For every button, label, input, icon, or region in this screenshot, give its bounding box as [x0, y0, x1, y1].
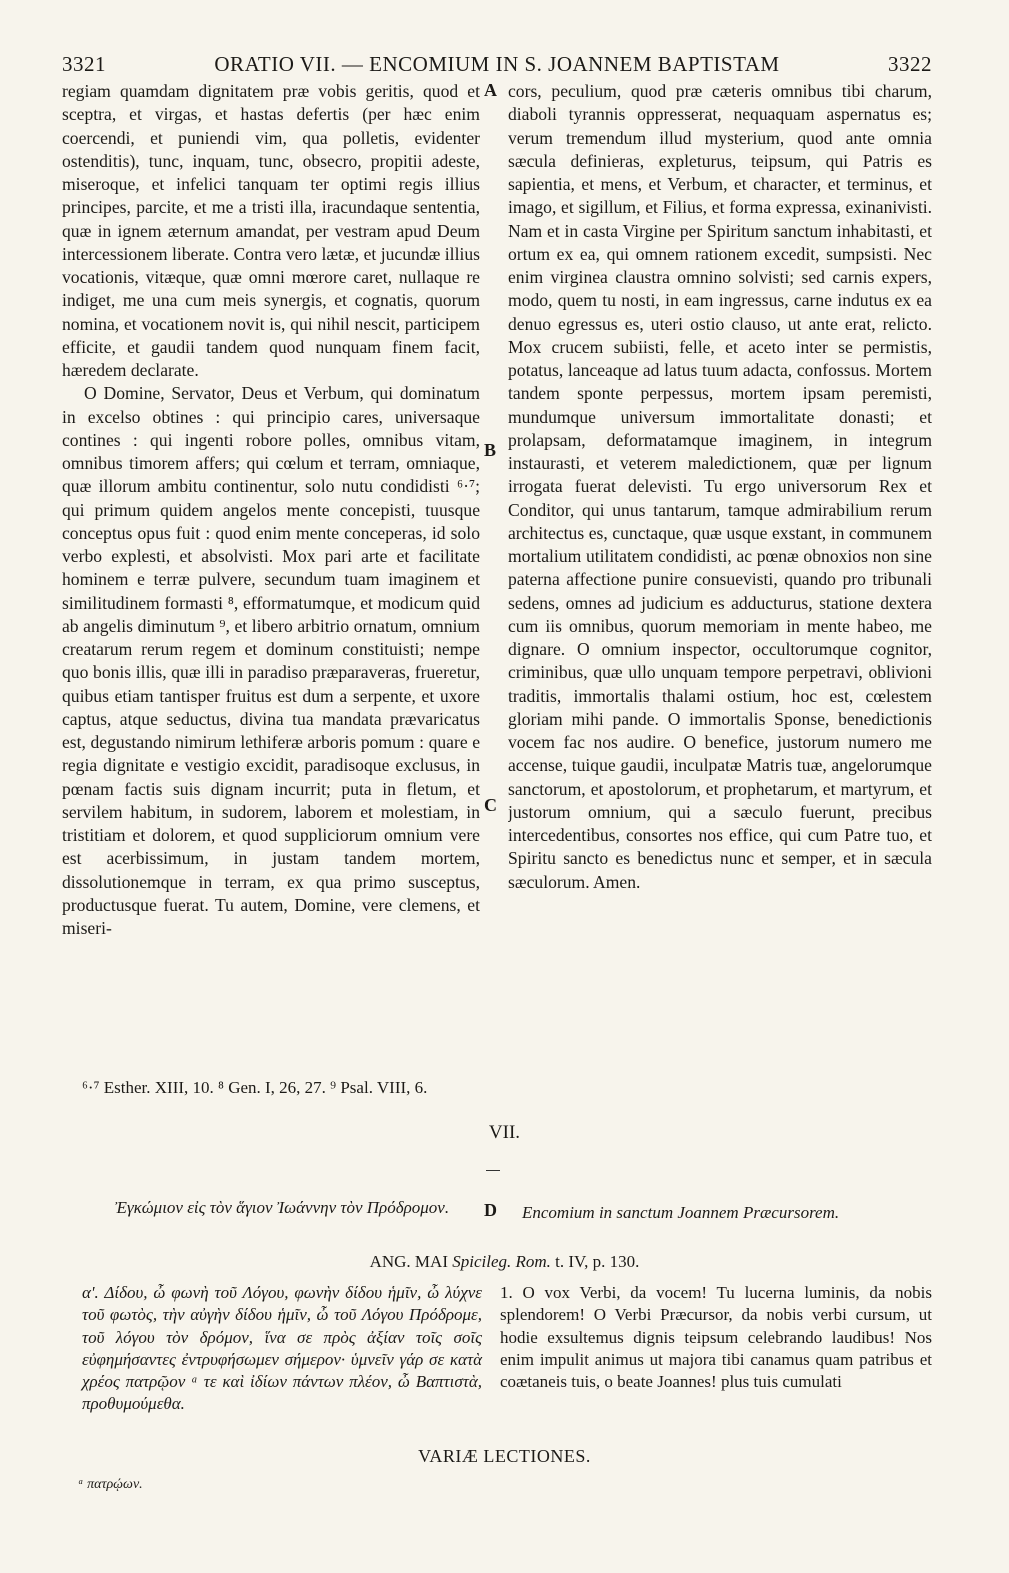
- variant-note: ᵃ πατρῴων.: [78, 1477, 143, 1492]
- page-number-left: 3321: [62, 52, 106, 76]
- variae-heading: VARIÆ LECTIONES.: [418, 1446, 591, 1466]
- running-header: [62, 52, 932, 80]
- footnotes: ⁶·⁷ Esther. XIII, 10. ⁸ Gen. I, 26, 27. ⁹ Psal. VIII, 6.: [82, 1078, 428, 1097]
- greek-title: Ἐγκώμιον εἰς τὸν ἅγιον Ἰωάννην τὸν Πρόδρομον.: [114, 1198, 450, 1217]
- margin-marker-a: A: [484, 80, 497, 100]
- latin-paragraph: 1. O vox Verbi, da vocem! Tu lucerna luminis, da nobis splendorem! O Verbi Præcursor, da nobis verbi cursum, ut hodie exsultemus dignis teipsum celebrando laudibus! Nos enim impulit animus ut majora tibi canamus quam patribus et coætaneis tuis, o beate Joannes! plus tuis cumulati: [500, 1283, 932, 1392]
- source-author: ANG. MAI: [369, 1252, 448, 1271]
- margin-marker-c: C: [484, 795, 497, 815]
- right-paragraph-1: cors, peculium, quod præ cæteris omnibus tibi charum, diaboli tyrannis oppresserat, nequaquam aspernatus es; verum tremendum illud mysterium, quod ante omnia sæcula definieras, expleturus, teipsum, qui Patris es sapientia, et mens, et Verbum, et character, et terminus, et imago, et sigillum, et Filius, et forma expressa, exinanivisti. Nam et in casta Virgine per Spiritum sanctum inhabitasti, et ortum ex ea, qui omnem rationem excedit, sumpsisti. Nec enim virginea claustra omnino solvisti; sed carnis expers, modo, quem tu nosti, in eam ingressus, carne indutus ex ea denuo egressus es, uteri ostio clauso, ut ante erat, relicto. Mox crucem subiisti, felle, et aceto inter se permistis, potatus, lanceaque ad latus tuum adacta, confossus. Mortem tandem sponte perpessus, mortem ipsam peremisti, mundumque universum immortalitate donasti; et prolapsam, deformatamque imaginem, in integrum instaurasti, et veterem maledictionem, quæ per lignum irrogata fuerat delevisti. Tu ergo universorum Rex et Conditor, qui unus tantarum, tamque admirabilium rerum architectus es, cunctaque, quæ usque exstant, in communem mortalium utilitatem condidisti, ac pœnæ obnoxios non sine paterna affectione punire consuevisti, quando pro tribunali sedens, omnes ad judicium es adducturus, statione dextera cum iis omnibus, quorum memoriam in mente habeo, me dignare. O omnium inspector, occultorumque cognitor, criminibus, quæ ullo unquam tempore perpetravi, oblivioni traditis, immortalis thalami ostium, hoc est, cœlestem gloriam mihi pande. O immortalis Sponse, benedictionis vocem fac nos audire. O benefice, justorum numero me accense, tuique gaudii, inculpatæ Matris tuæ, angelorumque sanctorum, et apostolorum, et prophetarum, et martyrum, et justorum omnium, qui a sæculo fuerunt, precibus intercedentibus, consortes nos effice, qui cum Patre tuo, et Spiritu sancto es benedictus nunc et semper, et in sæcula sæculorum. Amen.: [508, 81, 932, 892]
- latin-column: [500, 1282, 932, 1393]
- running-title: ORATIO VII. — ENCOMIUM IN S. JOANNEM BAPTISTAM: [214, 52, 780, 76]
- right-column: [508, 80, 932, 1055]
- margin-marker-d: D: [484, 1200, 497, 1220]
- left-column: [62, 80, 480, 1055]
- greek-paragraph: α'. Δίδου, ὦ φωνὴ τοῦ Λόγου, φωνὴν δίδου ἡμῖν, ὦ λύχνε τοῦ φωτὸς, τὴν αὐγὴν δίδου ἡμῖν, ὦ τοῦ Λόγου Πρόδρομε, τοῦ λόγου τὸν δρόμον, ἵνα σε πρὸς ἀξίαν τοῖς σοῖς εὐφημήσαντες ἐντρυφήσωμεν σήμερον· ὑμνεῖν γάρ σε κατὰ χρέος πατρῷον ᵃ τε καὶ ἰδίων πάντων πλέον, ὦ Βαπτιστὰ, προθυμούμεθα.: [82, 1283, 482, 1414]
- page-number-right: 3322: [888, 52, 932, 76]
- section-divider: [486, 1170, 500, 1171]
- section-number: VII.: [488, 1122, 521, 1143]
- left-paragraph-2: O Domine, Servator, Deus et Verbum, qui dominatum in excelso obtines : qui principio cares, universaque contines : qui ingenti robore polles, omnibus vitam, omnibus timorem affers; qui cœlum et terram, omniaque, quæ illorum ambitu continentur, solo nutu condidisti ⁶·⁷; qui primum quidem angelos mente concepisti, tuusque conceptus opus fuit : quod enim mente conceperas, id solo verbo explesti, et absolvisti. Mox pari arte et facilitate hominem e terræ pulvere, secundum tuam imaginem et similitudinem formasti ⁸, efformatumque, et modicum quid ab angelis diminutum ⁹, et libero arbitrio ornatum, omnium creatarum rerum regem et dominum constituisti; nempe quo bonis illis, quæ illi in paradiso præparaveras, frueretur, quibus etiam tantisper fruitus est dum a serpente, et uxore captus, atque seductus, divina tua mandata prævaricatus est, degustando nimirum lethiferæ arboris pomum : quare e regia dignitate e vestigio excidit, paradisoque exclusus, in pœnam factis suis dignam incurrit; puta in fletum, et servilem habitum, in sudorem, laborem et molestiam, in tristitiam et dolorem, et quod suppliciorum omnium vere est acerbissimum, in justam tandem mortem, dissolutionemque in terram, ex qua primo susceptus, productusque fuerat. Tu autem, Domine, vere clemens, et miseri-: [62, 383, 480, 938]
- source-reference: t. IV, p. 130.: [555, 1252, 640, 1271]
- margin-marker-b: B: [484, 440, 497, 460]
- source-work: Spicileg. Rom.: [452, 1252, 551, 1271]
- greek-column: [82, 1282, 482, 1416]
- left-paragraph-1: regiam quamdam dignitatem præ vobis geritis, quod et sceptra, et virgas, et hastas defertis (per hæc enim coercendi, et puniendi vim, qua polletis, evidenter ostenditis), tunc, inquam, tunc, obsecro, propitii adeste, miseroque, et infelici tanquam ter optimi regis illius principes, parcite, et me a tristi illa, iracundaque sententia, quæ in ignem æternum amandat, per vestram apud Deum intercessionem liberate. Contra vero lætæ, et jucundæ illius vocationis, vitæque, quæ omni mœrore caret, nullaque re indiget, me una cum meis synergis, et cognatis, quorum nomina, et vocationem novit is, qui nihil nescit, participem efficite, et gaudii tandem quod nunquam finem facit, hæredem declarate.: [62, 81, 480, 380]
- source-citation: [0, 1252, 1009, 1272]
- latin-title: Encomium in sanctum Joannem Præcursorem.: [522, 1203, 840, 1222]
